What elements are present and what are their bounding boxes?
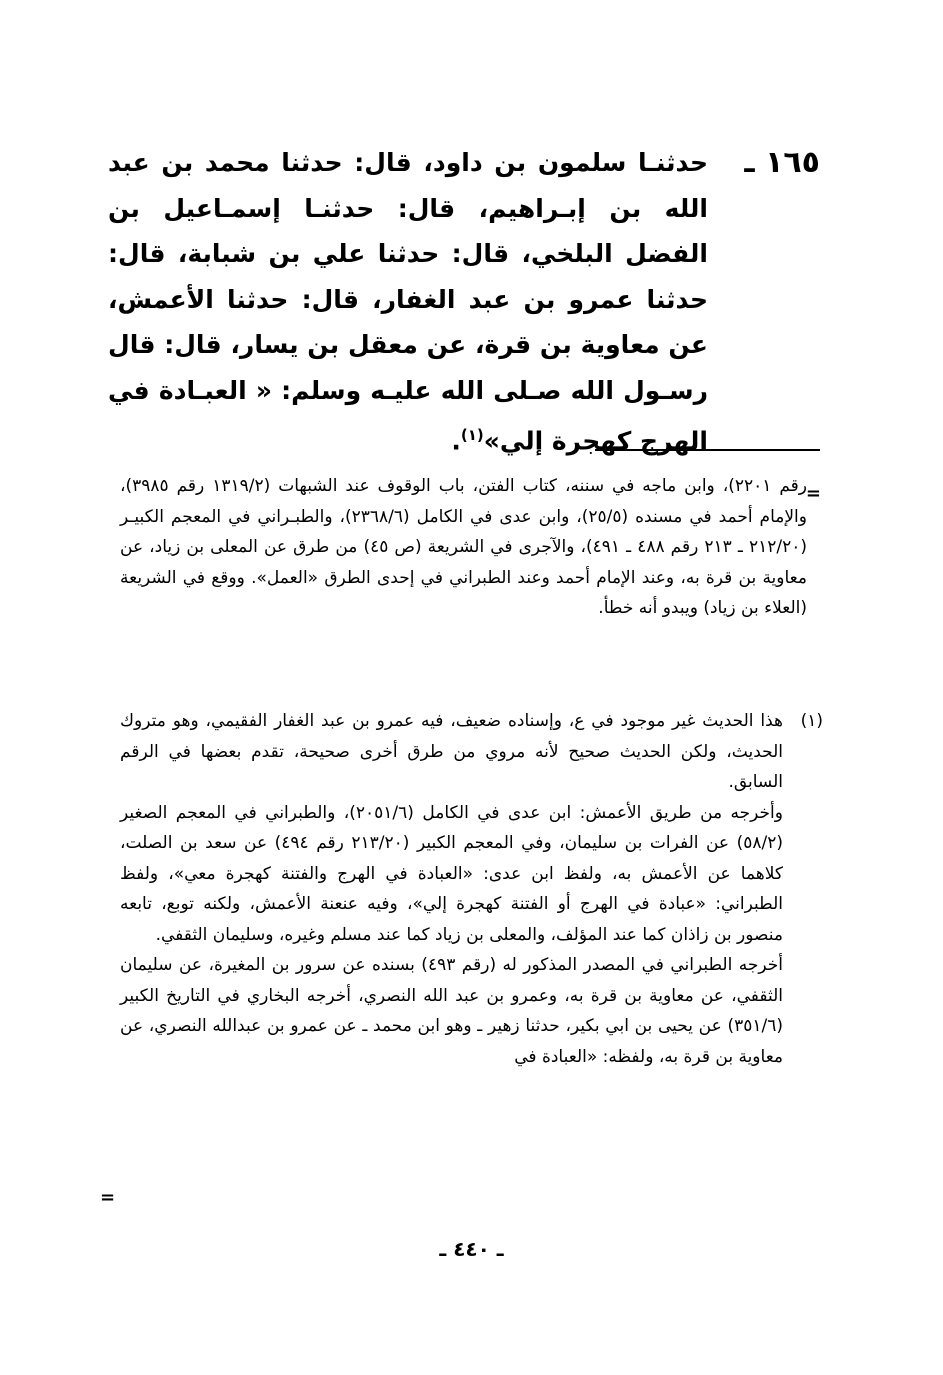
footnote-reference: (١) (460, 426, 484, 444)
footnote-paragraph-1: هذا الحديث غير موجود في ع، وإسناده ضعيف، فيه عمرو بن عبد الغفار الفقيمي، وهو متروك الحديث، ولكن الحديث صحيح لأنه مروي من طرق أخرى صحيحة، تقدم بعضها في الرقم السابق. (120, 711, 783, 792)
footnote-number: (١) (800, 711, 823, 731)
footnote-divider (595, 449, 820, 451)
continued-footnote (120, 471, 807, 624)
hadith-body: حدثنـا سلمون بن داود، قال: حدثنا محمد بن عبد الله بن إبـراهيم، قال: حدثنـا إسمـاعيل بن الفضل البلخي، قال: حدثنا علي بن شبابة، قال: حدثنا عمرو بن عبد الغفار، قال: حدثنا الأعمش، عن معاوية بن قرة، عن معقل بن يسار، قال: قال رسـول الله صـلى الله عليـه وسلم: « العبـادة في الهرج كهجرة إلي» (108, 148, 708, 456)
hadith-text (108, 140, 708, 464)
footnote-continues-mark: = (100, 1187, 116, 1208)
hadith-block (95, 140, 820, 456)
footnote-paragraph-2: وأخرجه من طريق الأعمش: ابن عدى في الكامل (٢٠٥١/٦)، والطبراني في المعجم الصغير (٥٨/٢) عن الفرات بن سليمان، وفي المعجم الكبير (٢١٣/٢٠ رقم ٤٩٤) عن سعد بن الصلت، كلاهما عن الأعمش به، ولفظ ابن عدى: «العبادة في الهرج والفتنة كهجرة معي»، ولفظ الطبراني: «عبادة في الهرج أو الفتنة كهجرة إلي»، وفيه عنعنة الأعمش، ولكنه توبع، تابعه منصور بن زاذان كما عند المؤلف، والمعلى بن زياد كما عند مسلم وغيره، وسليمان الثقفي. (120, 802, 783, 945)
page-number: ـ ٤٤٠ ـ (439, 1237, 504, 1261)
hadith-number: ١٦٥ ـ (744, 145, 820, 180)
continued-footnote-text: رقم ٢٢٠١)، وابن ماجه في سننه، كتاب الفتن، باب الوقوف عند الشبهات (١٣١٩/٢ رقم ٣٩٨٥)، والإمام أحمد في مسنده (٢٥/٥)، وابن عدى في الكامل (٢٣٦٨/٦)، والطبـراني في المعجم الكبيـر (٢١٢/٢٠ ـ ٢١٣ رقم ٤٨٨ ـ ٤٩١)، والآجرى في الشريعة (ص ٤٥) من طرق عن المعلى بن زياد، عن معاوية بن قرة به، وعند الإمام أحمد وعند الطبراني في إحدى الطرق «العمل». ووقع في الشريعة (العلاء بن زياد) ويبدو أنه خطأ. (120, 476, 807, 618)
footnote-paragraph-3: أخرجه الطبراني في المصدر المذكور له (رقم ٤٩٣) بسنده عن سرور بن المغيرة، عن سليمان الثقفي، عن معاوية بن قرة به، وعمرو بن عبد الله النصري، أخرجه البخاري في التاريخ الكبير (٣٥١/٦) عن يحيى بن ابي بكير، حدثنا زهير ـ وهو ابن محمد ـ عن عمرو بن عبدالله النصري، عن معاوية بن قرة به، ولفظه: «العبادة في (120, 955, 784, 1067)
continuation-mark: = (805, 483, 821, 504)
footnote-1 (120, 706, 783, 1072)
hadith-end-mark: . (451, 426, 461, 456)
